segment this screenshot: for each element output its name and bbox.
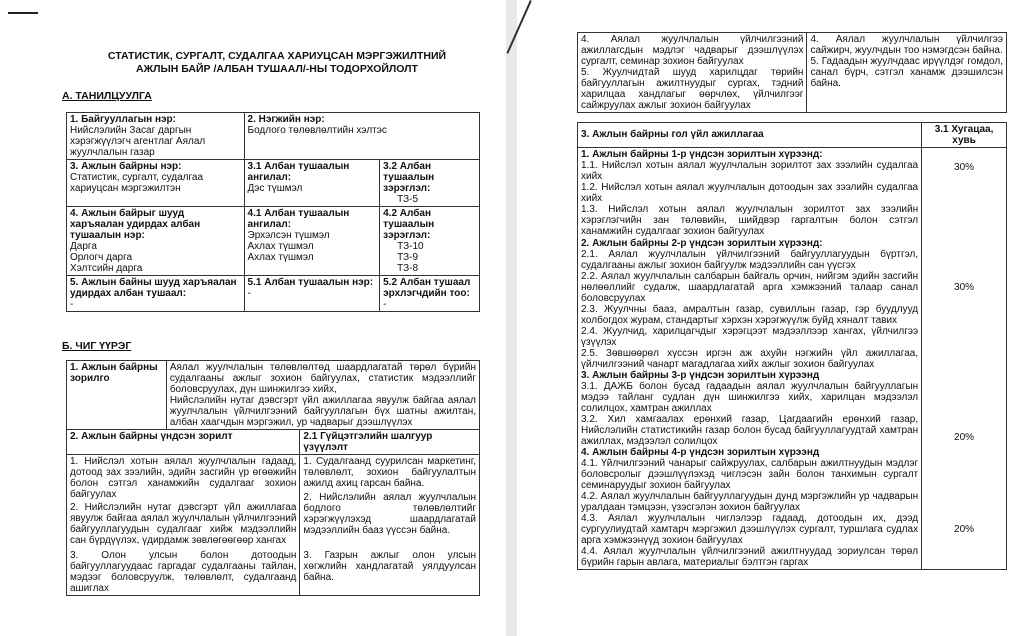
goal-2: 2. Нийслэлийн нутаг дэвсгэрт үйл ажиллагаа явуулж байгаа аялал жуулчлалын үйлчилгээний байгууллагуудын судалгааг хийж мэдээллийн сан бүрдүүлэх, үдирдамж зөвлөгөөгөөр хангах bbox=[70, 502, 297, 546]
supervisor-cell bbox=[67, 207, 245, 276]
goal-3-text: 3.1. ДАЖБ болон бусад гадаадын аялал жуулчлалын байгууллагын мэдээ тайланг судлан дүн шинжилгээ хийх, харилцан мэдээлэл солилцох, хамтран ажиллах 3.2. Хил хамгаалах ерөнхий газар, Цагдаагийн ерөнхий газар, Нийслэлийн статистикийн газар болон бусад байгууллагуудтай хамтран ажиллах, мэдээлэл солилцох bbox=[581, 381, 919, 447]
title-line-1: СТАТИСТИК, СУРГАЛТ, СУДАЛГАА ХАРИУЦСАН МЭРГЭЖИЛТНИЙ bbox=[107, 50, 447, 62]
goal-1-text: 1.1. Нийслэл хотын аялал жуулчлалын зорилтот зах зээлийн судалгаа хийх 1.2. Нийслэл хотын аялал жуулчлалын дотоодын зах зээлийн судалгаа хийх 1.3. Нийслэл хотын аялал жуулчлалын зорилтот зах зээлийн хэрэглэгчийн зан төлөвийн, шийдвэр гаргалтын болон сэтгэл ханамжийн судалгааг зохион байгуулах bbox=[581, 160, 919, 237]
unit-label: 2. Нэгжийн нэр: bbox=[247, 114, 325, 125]
category-label: 3.1 Албан тушаалын ангилал: bbox=[247, 161, 350, 183]
org-label: 1. Байгууллагын нэр: bbox=[70, 114, 176, 125]
goal-3-heading: 3. Ажлын байрны 3-р үндсэн зорилтын хүрээнд bbox=[581, 370, 820, 381]
supervisor-category-3: Ахлах түшмэл bbox=[247, 252, 314, 263]
indicator-2: 2. Нийслэлийн аялал жуулчлалын бодлого төлөвлөлтийг хэрэгжүүлэхэд шаардлагатай мэдээллийн бааз үүссэн байна. bbox=[303, 492, 476, 536]
functions-heading: 3. Ажлын байрны гол үйл ажиллагаа bbox=[578, 123, 922, 148]
supervisor-label: 4. Ажлын байрыг шууд харъяалан удирдах албан тушаалын нэр: bbox=[70, 208, 201, 241]
supervisor-3: Хэлтсийн дарга bbox=[70, 263, 143, 274]
position-value: Статистик, сургалт, судалгаа хариуцсан мэргэжилтэн bbox=[70, 172, 204, 194]
subordinate-count-cell bbox=[380, 276, 480, 312]
indicator-heading: 2.1 Гүйцэтгэлийн шалгуур үзүүлэлт bbox=[300, 430, 480, 455]
purpose-label: 1. Ажлын байрны зорилго bbox=[67, 361, 167, 430]
table-row bbox=[578, 123, 1007, 148]
supervisor-rank-1: ТЗ-10 bbox=[397, 241, 424, 252]
table-row bbox=[67, 430, 480, 455]
goal-3-percent: 20% bbox=[954, 432, 975, 443]
supervisor-rank-cell bbox=[380, 207, 480, 276]
position-label: 3. Ажлын байрны нэр: bbox=[70, 161, 182, 172]
subordinate-label: 5. Ажлын байны шууд харъяалан удирдах албан тушаал: bbox=[70, 277, 237, 299]
position-cell bbox=[67, 160, 245, 207]
org-cell bbox=[67, 113, 245, 160]
unit-value: Бодлого төлөвлөлтийн хэлтэс bbox=[247, 125, 387, 136]
document-page-left bbox=[0, 0, 506, 636]
rank-value: ТЗ-5 bbox=[397, 194, 419, 205]
table-row bbox=[67, 276, 480, 312]
document-page-right bbox=[517, 0, 1024, 636]
table-row bbox=[67, 361, 480, 430]
purpose-text: Аялал жуулчлалын төлөвлөлтөд шаардлагатай төрөл бүрийн судалгааны ажлыг зохион байгуулах, статистик мэдээллийг боловсруулах, дүн шинжилгээ хийх, Нийслэлийн нутаг дэвсгэрт үйл ажиллагаа явуулж байгаа аялал жуулчлалын үйлчилгээний байгууллагын бүх шатны ажилтан, албан хаагчдын мэргэжил, ур чадварыг дээшлүүлэх bbox=[166, 361, 479, 430]
supervisor-category-cell bbox=[244, 207, 380, 276]
table-row bbox=[67, 455, 480, 596]
intro-table bbox=[66, 112, 480, 312]
continued-indicators: 4. Аялал жуулчлалын үйлчилгээ сайжирч, жуулчдын тоо нэмэгдсэн байна. 5. Гадаадын жуулчдаас ирүүлдэг гомдол, санал бүрч, сэтгэл ханамж дээшилсэн байна. bbox=[807, 33, 1007, 113]
category-cell bbox=[244, 160, 380, 207]
goal-1-activities bbox=[578, 148, 922, 570]
supervisor-category-label: 4.1 Албан тушаалын ангилал: bbox=[247, 208, 350, 230]
subordinate-count-label: 5.2 Албан тушаал эрхлэгчдийн тоо: bbox=[383, 277, 471, 299]
goal-2-percent: 30% bbox=[954, 282, 975, 293]
deadline-cell bbox=[922, 148, 1007, 570]
page-gutter bbox=[506, 0, 517, 636]
table-row bbox=[67, 207, 480, 276]
table-row bbox=[67, 160, 480, 207]
subordinate-cell bbox=[67, 276, 245, 312]
continued-goals: 4. Аялал жуулчлалын үйлчилгээний ажиллагсдын мэдлэг чадварыг дээшлүүлэх сургалт, семинар зохион байгуулах 5. Жуулчидтай шууд харилцдаг төрийн байгууллагын ажилтнуудыг сургах, тэдний харилцаа хандлагыг өөрчлөх, үйлчилгээг сайжруулах ажлыг зохион байгуулах bbox=[578, 33, 807, 113]
main-goal-heading: 2. Ажлын байрны үндсэн зорилт bbox=[67, 430, 300, 455]
indicator-cell bbox=[300, 455, 480, 596]
goal-4-percent: 20% bbox=[954, 524, 975, 535]
functions-table bbox=[577, 122, 1007, 570]
subordinate-count-value: - bbox=[383, 299, 387, 310]
supervisor-category-2: Ахлах түшмэл bbox=[247, 241, 314, 252]
deadline-heading: 3.1 Хугацаа, хувь bbox=[922, 123, 1007, 148]
supervisor-1: Дарга bbox=[70, 241, 97, 252]
supervisor-rank-label: 4.2 Албан тушаалын зэрэглэл: bbox=[383, 208, 435, 241]
goal-1-percent: 30% bbox=[954, 162, 975, 173]
section-a-heading: А. ТАНИЛЦУУЛГА bbox=[62, 90, 152, 102]
subordinate-name-cell bbox=[244, 276, 380, 312]
unit-cell bbox=[244, 113, 479, 160]
continued-goals-table bbox=[577, 32, 1007, 113]
indicator-3: 3. Газрын ажлыг олон улсын хөгжлийн хандлагатай уялдуулсан байна. bbox=[303, 550, 476, 583]
goal-1: 1. Нийслэл хотын аялал жуулчлалын гадаад, дотоод зах зээлийн, эдийн засгийн үр өгөөжийн болон сэтгэл ханамжийн судалгааг зохион байгуулах bbox=[70, 456, 297, 500]
table-row bbox=[578, 33, 1007, 113]
document-title bbox=[92, 50, 462, 76]
page-mark bbox=[8, 12, 38, 14]
goal-3: 3. Олон улсын болон дотоодын байгууллагуудаас гаргадаг судалгааны тайлан, мэдээг боловсруулж, төлөвлөлт, судалгаанд ашиглах bbox=[70, 550, 297, 594]
supervisor-category-1: Эрхэлсэн түшмэл bbox=[247, 230, 330, 241]
goal-2-text: 2.1. Аялал жуулчлалын үйлчилгээний байгууллагуудын бүртгэл, судалгааны ажлыг зохион байгуулж мэдээллийн сан үүсгэх 2.2. Аялал жуулчлалын салбарын байгаль орчин, нийгэм эдийн засгийн нөлөөллийг судалж, шаардлагатай арга хэмжээний талаар санал боловсруулах 2.3. Жуулчны бааз, амралтын газар, сувиллын газар, гэр буудлууд холбогдох журам, стандартыг хэрхэн хэрэгжүүлж буйд хяналт тавих 2.4. Жуулчид, харилцагчдыг хэрэгцээт мэдээллээр хангах, үйлчилгээ үзүүлэх 2.5. Зөвшөөрөл хүссэн иргэн аж ахуйн нэгжийн үйл ажиллагаа, үйлчилгээний чанарт магадлагаа хийх ажлыг зохион байгуулах bbox=[581, 249, 919, 370]
table-row bbox=[578, 148, 1007, 570]
goal-4-heading: 4. Ажлын байрны 4-р үндсэн зорилтын хүрээнд bbox=[581, 447, 820, 458]
title-line-2: АЖЛЫН БАЙР /АЛБАН ТУШААЛ/-НЫ ТОДОРХОЙЛОЛТ bbox=[136, 63, 418, 75]
section-b-heading: Б. ЧИГ ҮҮРЭГ bbox=[62, 340, 132, 352]
subordinate-name-label: 5.1 Албан тушаалын нэр: bbox=[247, 277, 374, 288]
rank-cell bbox=[380, 160, 480, 207]
subordinate-value: - bbox=[70, 299, 74, 310]
rank-label: 3.2 Албан тушаалын зэрэглэл: bbox=[383, 161, 435, 194]
category-value: Дэс түшмэл bbox=[247, 183, 303, 194]
supervisor-rank-2: ТЗ-9 bbox=[397, 252, 419, 263]
goal-cell bbox=[67, 455, 300, 596]
table-row bbox=[67, 113, 480, 160]
goal-2-heading: 2. Ажлын байрны 2-р үндсэн зорилтын хүрээнд: bbox=[581, 238, 823, 249]
duties-table bbox=[66, 360, 480, 596]
org-value: Нийслэлийн Засаг даргын хэрэгжүүлэгч агентлаг Аялал жуулчлалын газар bbox=[70, 125, 206, 158]
indicator-1: 1. Судалгаанд суурилсан маркетинг, төлөвлөлт, зохион байгуулалтын ажилд ахиц гарсан байна. bbox=[303, 456, 476, 489]
supervisor-rank-3: ТЗ-8 bbox=[397, 263, 419, 274]
subordinate-name-value: - bbox=[247, 288, 251, 299]
supervisor-2: Орлогч дарга bbox=[70, 252, 133, 263]
goal-1-heading: 1. Ажлын байрны 1-р үндсэн зорилтын хүрээнд: bbox=[581, 149, 823, 160]
goal-4-text: 4.1. Үйлчилгээний чанарыг сайжруулах, салбарын ажилтнуудын мэдлэг боловсролыг дээшлүүлэхэд чиглэсэн зайн болон танхимын сургалт семинаруудыг зохион байгуулах 4.2. Аялал жуулчлалын байгууллагуудын дунд мэргэжлийн ур чадварын уралдаан тэмцээн, үзэсгэлэн зохион байгуулах 4.3. Аялал жуулчлалын чиглэлээр гадаад, дотоодын их, дээд сургуулиудтай хамтарч мэргэжил дээшлүүлэх сургалт, туршлага судлах арга хэмжээнүүд зохион байгуулах 4.4. Аялал жуулчлалын үйлчилгээний ажилтнуудад зориулсан төрөл бүрийн гарын авлага, материалыг бэлтгэн гаргах bbox=[581, 458, 919, 568]
